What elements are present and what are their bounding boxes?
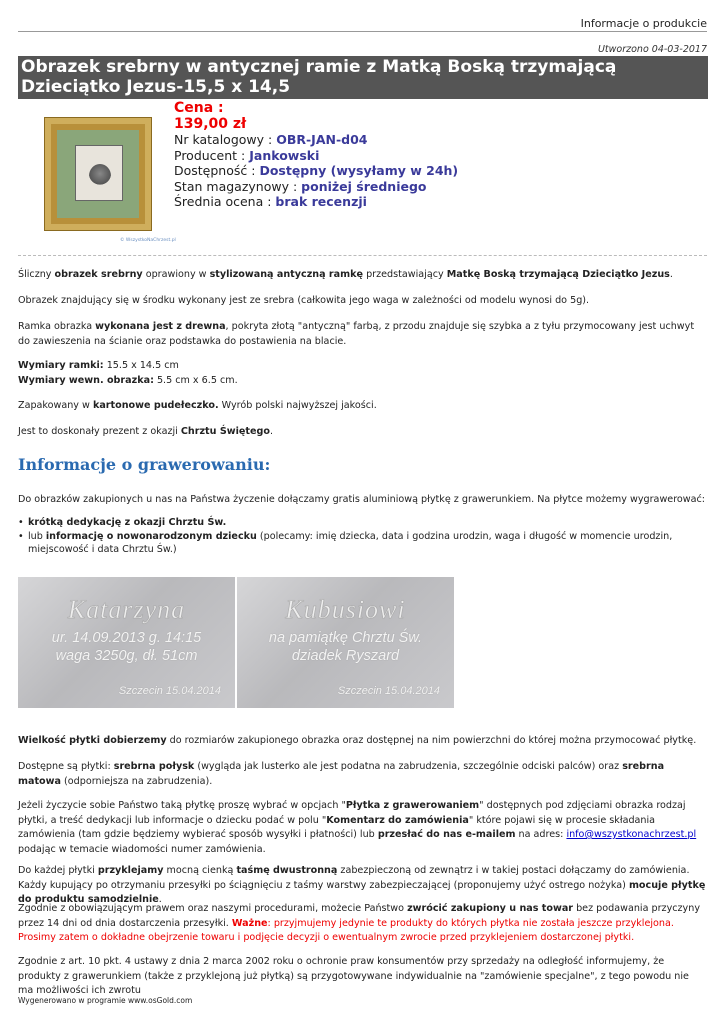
plate-date: Szczecin 15.04.2014: [118, 685, 221, 698]
product-details: [174, 100, 458, 210]
created-date: Utworzono 04-03-2017: [597, 44, 707, 55]
desc-paragraph-2: Obrazek znajdujący się w środku wykonany jest ze srebra (całkowita jego waga w zależności od modelu wynosi do 5g).: [18, 295, 590, 306]
price-value: 139,00 zł: [174, 116, 247, 132]
catalog-value: OBR-JAN-d04: [276, 132, 368, 147]
list-item: • lub informację o nowonarodzonym dziecku (polecamy: imię dziecka, data i godzina urodzin, waga i długość w momencie urodzin, miejscowość i data Chrztu Św.): [18, 530, 706, 557]
price-label: Cena :: [174, 100, 224, 116]
producer-label: Producent :: [174, 147, 246, 163]
product-title: Obrazek srebrny w antycznej ramie z Matką Boską trzymającą Dzieciątko Jezus-15,5 x 14,5: [18, 56, 708, 99]
desc-paragraph-3: Ramka obrazka wykonana jest z drewna, pokryta złotą "antyczną" farbą, z przodu znajduje się szybka a z tyłu przymocowany jest uchwyt do zawieszenia na ścianie oraz podstawka do postawienia na blacie.: [18, 321, 695, 347]
image-caption: © WszystkoNaChrzest.pl: [120, 238, 176, 243]
desc-paragraph-4: Zapakowany w kartonowe pudełeczko. Wyrób polski najwyższej jakości.: [18, 400, 377, 411]
rating-label: Średnia ocena :: [174, 194, 272, 209]
rating-row: [174, 194, 458, 210]
stock-row: [174, 179, 458, 195]
info-paragraph-2: Dostępne są płytki: srebrna połysk (wygląda jak lusterko ale jest podatna na zabrudzenia, szczególnie odciski palców) oraz srebrna matowa (odporniejsza na zabrudzenia).: [18, 761, 665, 787]
dimensions: Wymiary ramki: 15.5 x 14.5 cm Wymiary wewn. obrazka: 5.5 cm x 6.5 cm.: [18, 360, 238, 386]
availability-value: Dostępny (wysyłamy w 24h): [259, 163, 459, 178]
producer-row: [174, 148, 458, 164]
header-rule: [18, 31, 707, 32]
plate-line: ur. 14.09.2013 g. 14:15: [51, 629, 202, 646]
engraving-options-list: [18, 516, 706, 557]
producer-value[interactable]: Jankowski: [249, 147, 320, 163]
product-image[interactable]: [44, 117, 152, 231]
rating-value[interactable]: brak recenzji: [275, 194, 367, 209]
info-paragraph-1: Wielkość płytki dobierzemy do rozmiarów zakupionego obrazka oraz dostępnej na nim powierzchni do której można przymocować płytkę.: [18, 735, 697, 746]
list-item: • krótką dedykację z okazji Chrztu Św.: [18, 516, 706, 530]
plate-name: Katarzyna: [67, 595, 186, 624]
engraving-intro: Do obrazków zakupionych u nas na Państwa życzenie dołączamy gratis aluminiową płytkę z grawerunkiem. Na płytce możemy wygrawerować:: [18, 494, 706, 505]
email-link[interactable]: info@wszystkonachrzest.pl: [566, 829, 697, 840]
plate-line: dziadek Ryszard: [291, 647, 400, 664]
plate-date: Szczecin 15.04.2014: [337, 685, 440, 698]
engraving-sample-plate-1: [18, 577, 235, 708]
availability-row: [174, 163, 458, 179]
silver-picture: [75, 145, 123, 201]
info-paragraph-5: Zgodnie z obowiązującym prawem oraz naszymi procedurami, możecie Państwo zwrócić zakupiony u nas towar bez podawania przyczyny przez 14 dni od dnia dostarczenia przesyłki. Ważne: przyjmujemy jedynie te produkty do których płytka nie została jeszcze przyklejona. Prosimy zatem o dokładne obejrzenie towaru i podjęcie decyzji o ewentualnym zwrocie przed przyklejeniem dostarczonej płytki.: [18, 903, 700, 943]
catalog-label: Nr katalogowy :: [174, 132, 273, 147]
engraving-heading: Informacje o grawerowaniu:: [18, 455, 271, 474]
stock-label: Stan magazynowy :: [174, 178, 298, 194]
info-paragraph-3: Jeżeli życzycie sobie Państwo taką płytkę proszę wybrać w opcjach "Płytka z grawerowaniem" dostępnych pod zdjęciami obrazka rodzaj płytki, a treść dedykacji lub informacje o dziecku podać w polu "Komentarz do zamówienia" które pojawi się w procesie składania zamówienia (tam gdzie będziemy wybierać sposób wysyłki i płatności) lub przesłać do nas e-mailem na adres: info@wszystkonachrzest.pl podając w temacie wiadomości numer zamówienia.: [18, 800, 697, 855]
desc-paragraph-1: Śliczny obrazek srebrny oprawiony w stylizowaną antyczną ramkę przedstawiający Matkę Boską trzymającą Dzieciątko Jezus.: [18, 269, 673, 280]
availability-label: Dostępność :: [174, 163, 256, 178]
page-section-header: Informacje o produkcie: [580, 17, 707, 30]
info-paragraph-6: Zgodnie z art. 10 pkt. 4 ustawy z dnia 2 marca 2002 roku o ochronie praw konsumentów przy sprzedaży na odległość informujemy, że produkty z grawerunkiem (także z przyklejoną już płytką) są przygotowywane indywidualnie na "zamówienie specjalne", z tego powodu nie ma możliwości ich zwrotu: [18, 956, 689, 996]
engraving-sample-plate-2: [237, 577, 454, 708]
desc-paragraph-5: Jest to doskonały prezent z okazji Chrztu Świętego.: [18, 426, 273, 437]
catalog-row: [174, 132, 458, 148]
plate-line: waga 3250g, dł. 51cm: [55, 647, 198, 664]
plate-name: Kubusiowi: [285, 595, 406, 624]
stock-value: poniżej średniego: [301, 178, 427, 194]
info-paragraph-4: Do każdej płytki przyklejamy mocną cienką taśmę dwustronną zabezpieczoną od zewnątrz i w takiej postaci dołączamy do zamówienia. Każdy kupujący po otrzymaniu przesyłki po ściągnięciu z taśmy warstwy zabezpieczającej (proponujemy użyć ostrego nożyka) mocuje płytkę do produktu samodzielnie.: [18, 865, 706, 905]
plate-line: na pamiątkę Chrztu Św.: [268, 629, 423, 646]
details-separator: [18, 255, 707, 256]
footer-generator: Wygenerowano w programie www.osGold.com: [18, 996, 193, 1005]
